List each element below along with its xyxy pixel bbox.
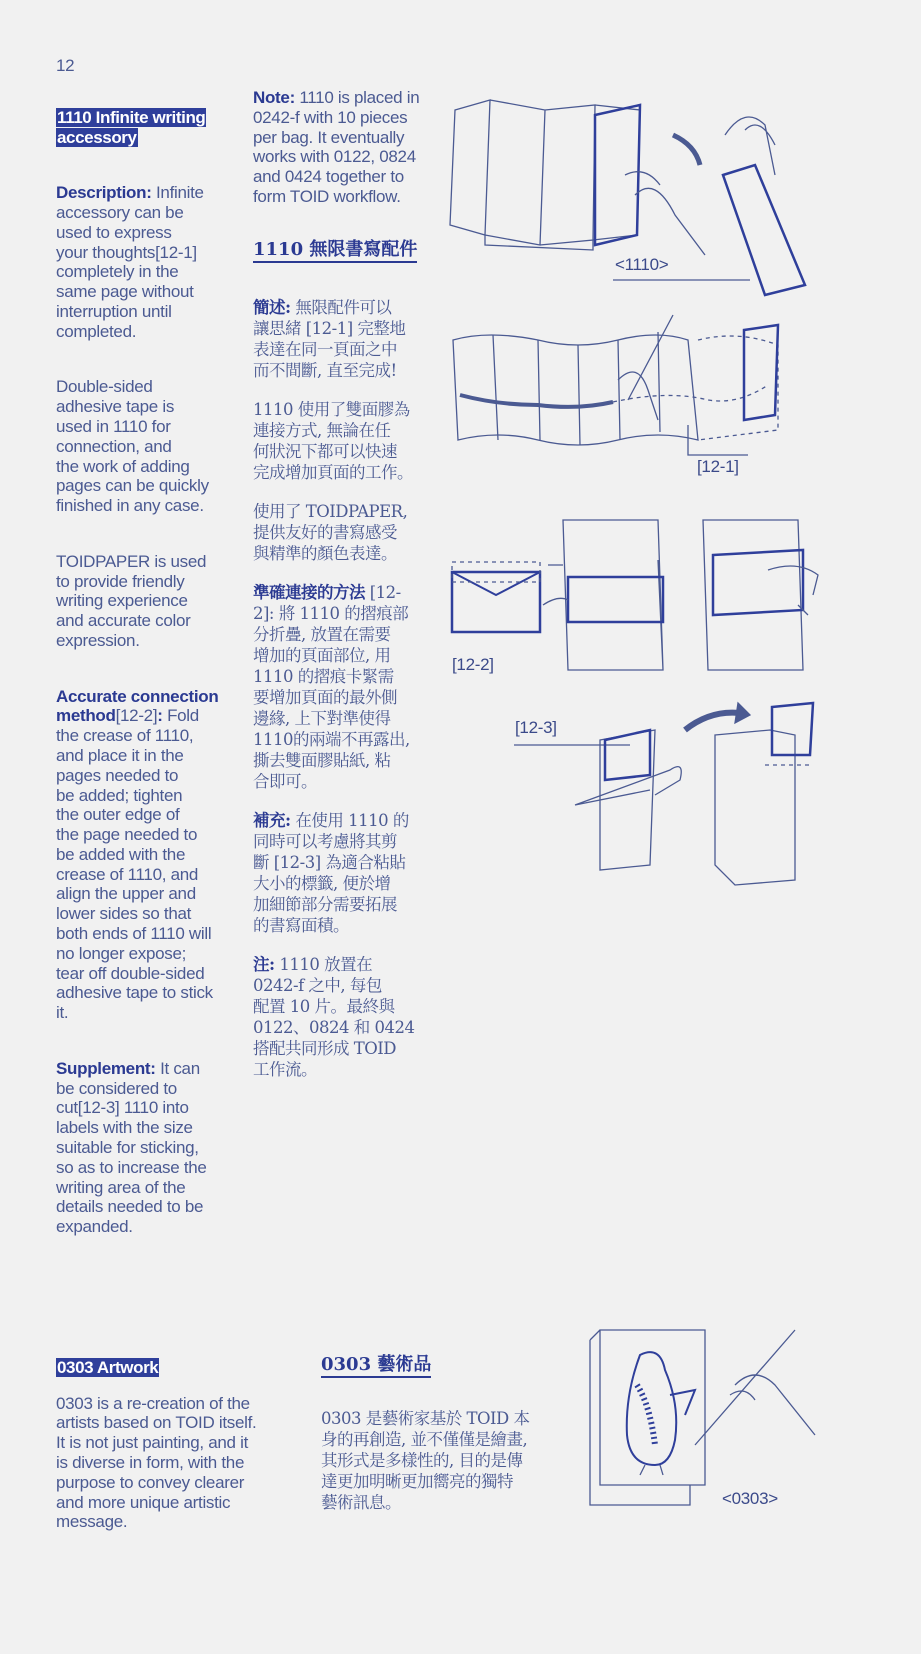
zh-method-label: 準確連接的方法 xyxy=(253,582,365,602)
zh-method xyxy=(253,582,453,792)
zh-note-label: 注: xyxy=(253,954,275,974)
section-1110-column-2 xyxy=(253,88,453,1080)
page-number: 12 xyxy=(56,56,75,75)
illustration-12-2 xyxy=(448,515,828,675)
supplement-text: It can be considered to cut[12-3] 1110 into labels with the size suitable for sticking, so as to increase the writing area of the details needed to be expanded. xyxy=(56,1058,207,1237)
description-text: Infinite accessory can be used to express your thoughts[12-1] completely in the same page without interruption until completed. xyxy=(56,183,204,341)
zh-para2: 1110 使用了雙面膠為 連接方式, 無論在任 何狀況下都可以快速 完成增加頁面的工作。 xyxy=(253,399,413,482)
section-1110-english xyxy=(56,88,246,1257)
section-0303-chinese xyxy=(321,1350,591,1513)
title-line-2: accessory xyxy=(57,127,137,147)
section-0303-title: 0303 Artwork xyxy=(57,1357,159,1377)
figure-label-12-3: [12-3] xyxy=(515,718,557,737)
section-0303-zh-text: 0303 是藝術家基於 TOID 本 身的再創造, 並不僅僅是繪畫, 其形式是多樣性的, 目的是傳 達更加明晰更加嚮亮的獨特 藝術訊息。 xyxy=(321,1409,530,1512)
figure-label-12-1: [12-1] xyxy=(697,457,739,476)
note-paragraph xyxy=(253,88,453,207)
illustration-12-1 xyxy=(448,310,828,480)
zh-desc-label: 簡述: xyxy=(253,297,291,317)
section-title xyxy=(56,108,246,148)
figure-label-12-2: [12-2] xyxy=(452,655,494,674)
zh-title: 1110 無限書寫配件 xyxy=(253,239,417,263)
zh-para3: 使用了 TOIDPAPER, 提供友好的書寫感受 與精準的顏色表達。 xyxy=(253,501,408,563)
method-paragraph xyxy=(56,687,246,1024)
figure-label-1110: <1110> xyxy=(615,255,669,274)
description-paragraph xyxy=(56,183,246,341)
zh-note-text: 1110 放置在 0242-f 之中, 每包 配置 10 片。最終與 0122、0824 和 0424 搭配共同形成 TOID 工作流。 xyxy=(253,954,415,1079)
figure-label-0303: <0303> xyxy=(722,1489,778,1508)
zh-desc-text: 無限配件可以 讓思緒 [12-1] 完整地 表達在同一頁面之中 而不間斷, 直至完成! xyxy=(253,297,406,380)
method-colon: : xyxy=(157,706,163,726)
method-ref: [12-2] xyxy=(115,706,158,726)
zh-method-text: [12- 2]: 將 1110 的摺痕部 分折疊, 放置在需要 增加的頁面部位, 用 1110 的摺痕卡緊需 要增加頁面的最外側 邊緣, 上下對準使得 1110的兩端不再露出, 撕去雙面膠貼紙, 粘 合即可。 xyxy=(253,582,410,791)
supplement-paragraph xyxy=(56,1059,246,1237)
title-line-1: 1110 Infinite writing xyxy=(57,107,206,127)
method-text: Fold the crease of 1110, and place it in the pages needed to be added; tighten the outer edge of the page needed to be added with the crease of 1110, and align the upper and lower sides so that both ends of 1110 will no longer expose; tear off double-sided adhesive tape to stick it. xyxy=(56,706,213,1023)
zh-description xyxy=(253,297,453,381)
section-0303-text: 0303 is a re-creation of the artists based on TOID itself. It is not just painting, and it is diverse in form, with the purpose to convey clearer and more unique artistic message. xyxy=(56,1393,257,1532)
zh-supplement xyxy=(253,810,453,936)
illustration-0303-artwork xyxy=(585,1325,825,1515)
adhesive-paragraph: Double-sided adhesive tape is used in 1110 for connection, and the work of adding pages can be quickly finished in any case. xyxy=(56,377,209,516)
method-label: Accurate connection method xyxy=(56,686,219,726)
zh-supp-label: 補充: xyxy=(253,810,291,830)
section-0303-zh-title: 0303 藝術品 xyxy=(321,1354,431,1378)
supplement-label: Supplement: xyxy=(56,1058,156,1078)
toidpaper-paragraph: TOIDPAPER is used to provide friendly writing experience and accurate color expression. xyxy=(56,551,207,650)
zh-note xyxy=(253,954,453,1080)
note-text: 1110 is placed in 0242-f with 10 pieces per bag. It eventually works with 0122, 0824 and 0424 together to form TOID workflow. xyxy=(253,88,420,206)
note-label: Note: xyxy=(253,88,295,107)
zh-supp-text: 在使用 1110 的 同時可以考慮將其剪 斷 [12-3] 為適合粘貼 大小的標籤, 便於增 加細節部分需要拓展 的書寫面積。 xyxy=(253,810,409,935)
description-label: Description: xyxy=(56,183,152,203)
illustration-12-3 xyxy=(510,695,830,895)
section-0303-english xyxy=(56,1338,296,1552)
